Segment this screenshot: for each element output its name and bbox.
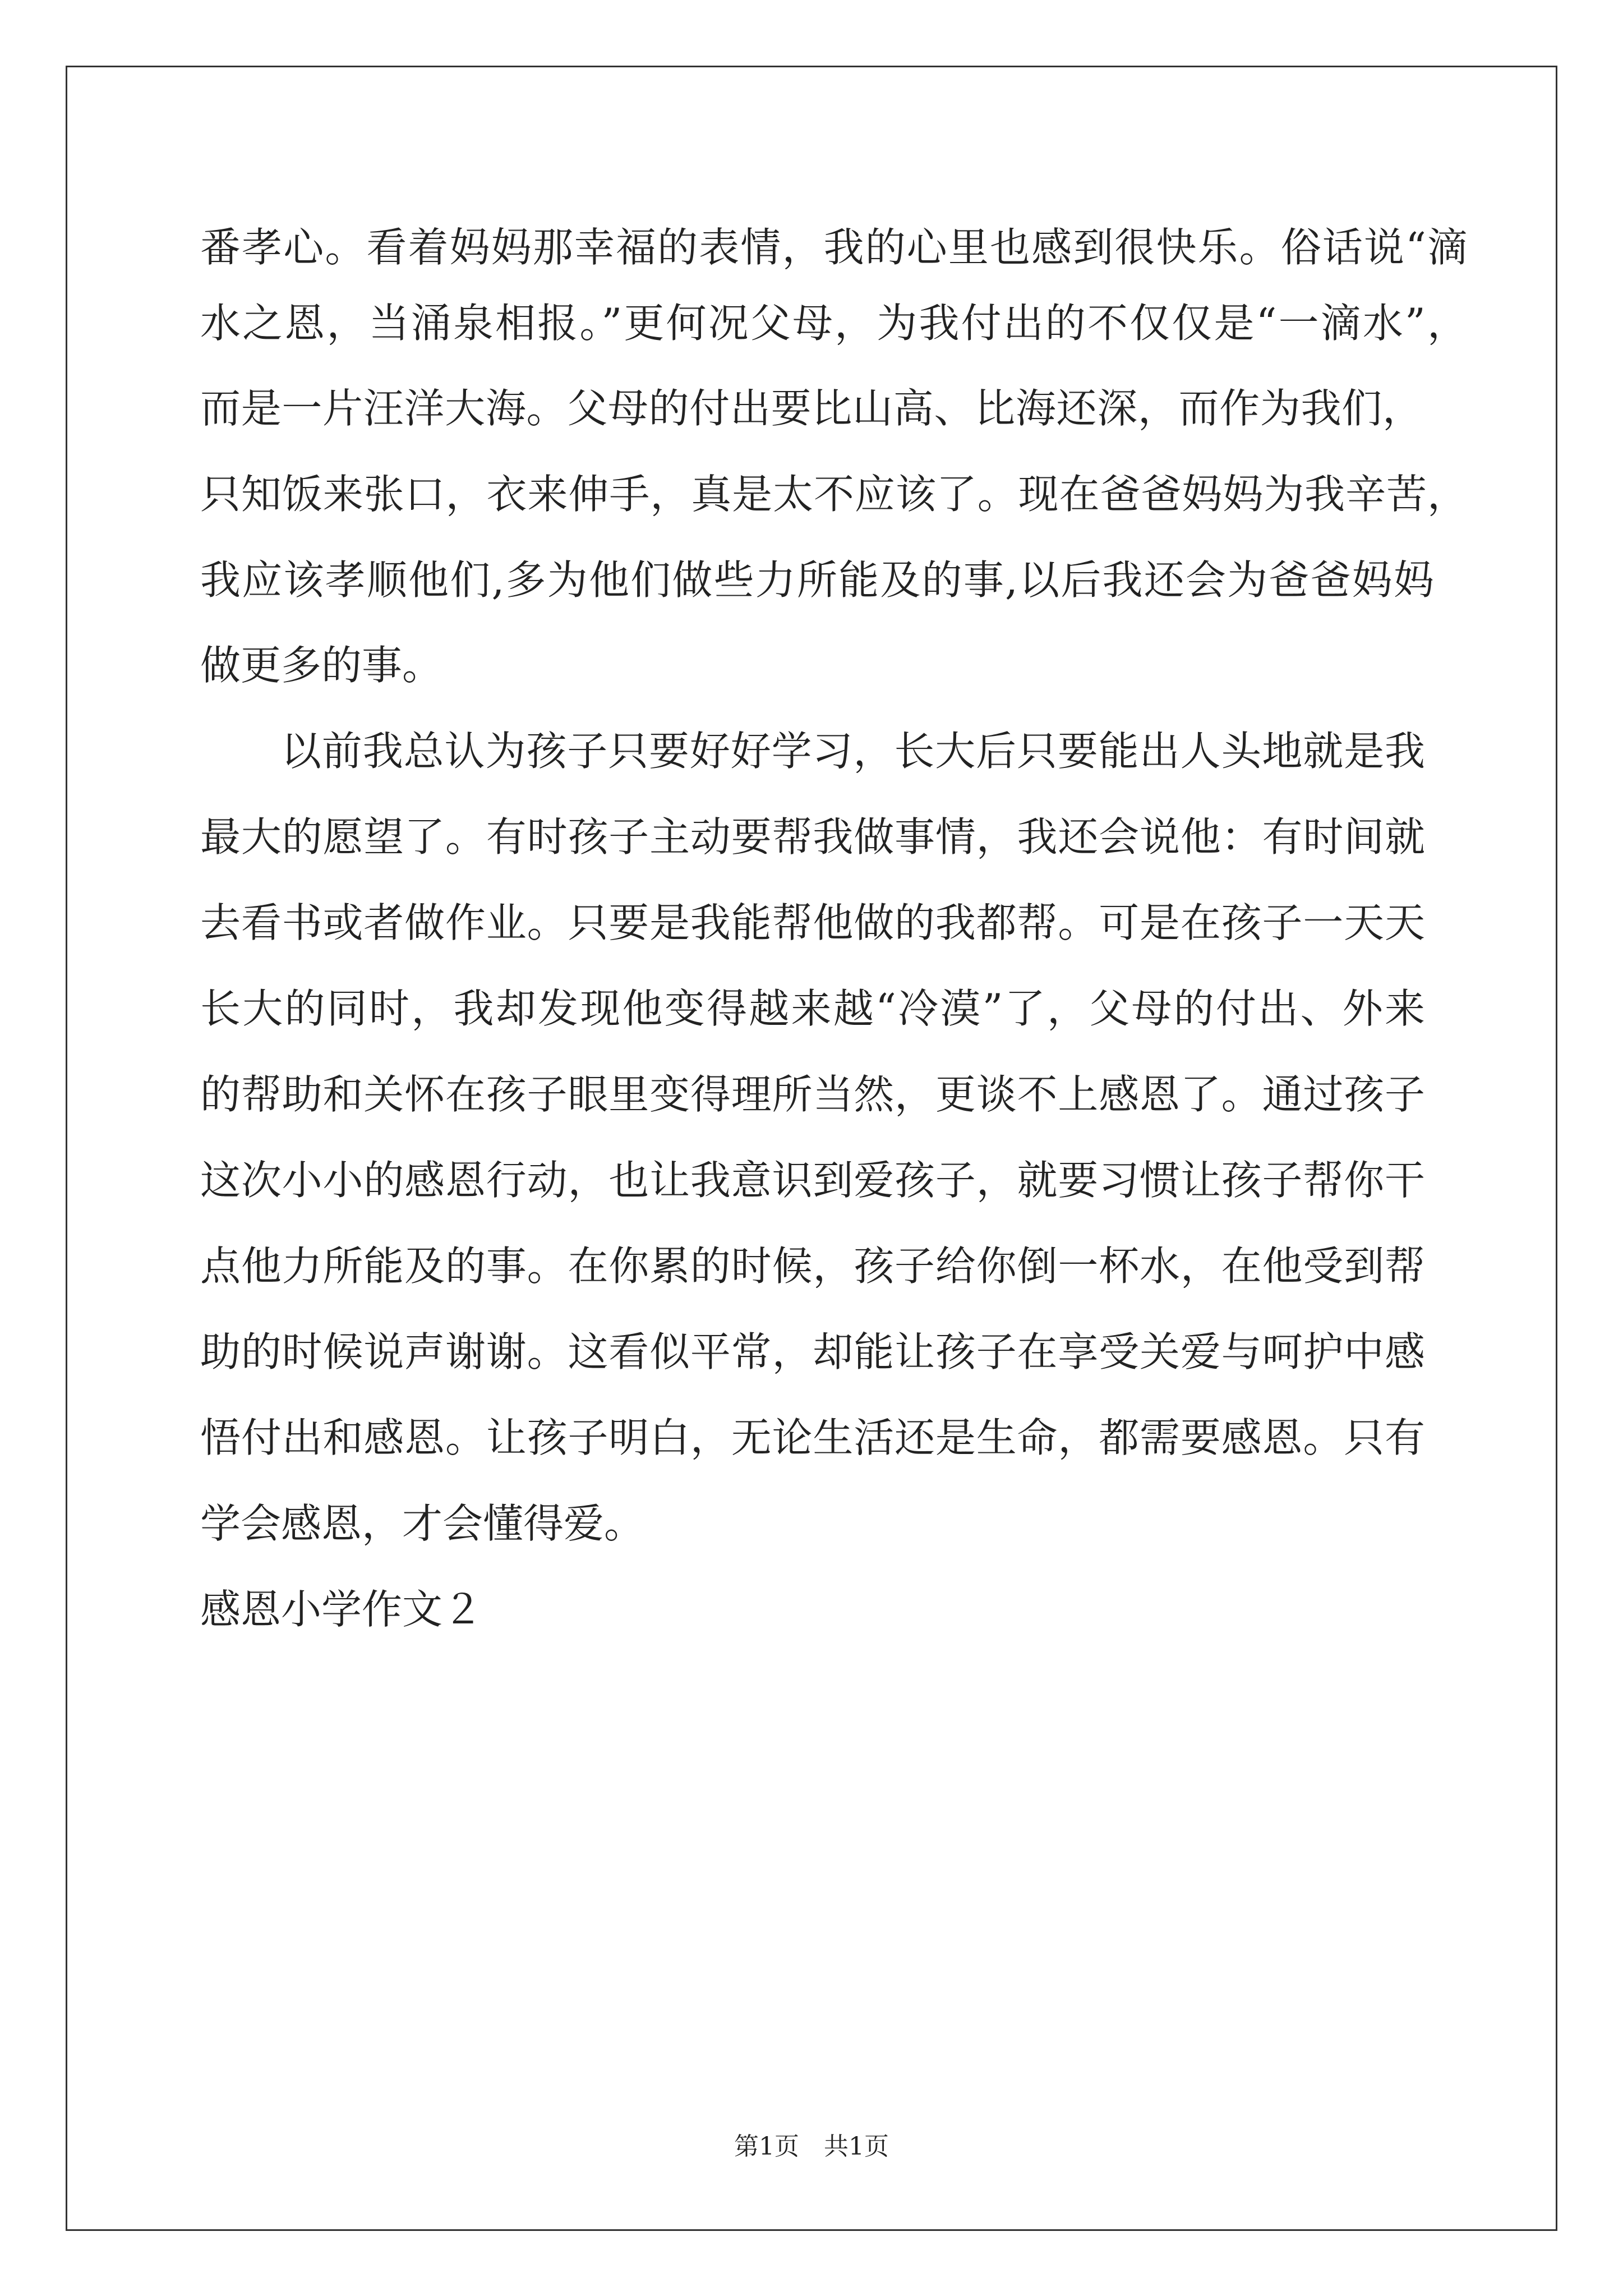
paragraph-1-line-3: 而是一片汪洋大海。父母的付出要比山高、比海还深，而作为我们， [200, 385, 1423, 432]
paragraph-1-line-5: 我应该孝顺他们,多为他们做些力所能及的事,以后我还会为爸爸妈妈 [200, 556, 1434, 604]
paragraph-1-line-2: 水之恩，当涌泉相报。”更何况父母，为我付出的不仅仅是“一滴水”， [200, 300, 1468, 347]
paragraph-1-line-6: 做更多的事。 [200, 642, 443, 689]
page-footer [0, 2126, 1623, 2162]
paragraph-2-line-2: 最大的愿望了。有时孩子主动要帮我做事情，我还会说他：有时间就 [200, 813, 1425, 861]
paragraph-2-line-1: 以前我总认为孩子只要好好学习，长大后只要能出人头地就是我 [281, 728, 1425, 775]
paragraph-1-line-4: 只知饭来张口，衣来伸手，真是太不应该了。现在爸爸妈妈为我辛苦， [200, 471, 1468, 518]
paragraph-2-line-5: 的帮助和关怀在孩子眼里变得理所当然，更谈不上感恩了。通过孩子 [200, 1071, 1425, 1118]
paragraph-2-line-4: 长大的同时，我却发现他变得越来越“冷漠”了，父母的付出、外来 [200, 985, 1425, 1032]
section-heading: 感恩小学作文２ [200, 1586, 483, 1633]
paragraph-2-line-9: 悟付出和感恩。让孩子明白，无论生活还是生命，都需要感恩。只有 [200, 1414, 1425, 1461]
paragraph-2-line-8: 助的时候说声谢谢。这看似平常，却能让孩子在享受关爱与呵护中感 [200, 1328, 1425, 1375]
paragraph-2-line-10: 学会感恩，才会懂得爱。 [200, 1500, 645, 1547]
paragraph-1-line-1: 番孝心。看着妈妈那幸福的表情，我的心里也感到很快乐。俗话说“滴 [200, 224, 1468, 271]
paragraph-2-line-6: 这次小小的感恩行动，也让我意识到爱孩子，就要习惯让孩子帮你干 [200, 1157, 1425, 1204]
paragraph-2-line-7: 点他力所能及的事。在你累的时候，孩子给你倒一杯水，在他受到帮 [200, 1243, 1425, 1290]
paragraph-2-line-3: 去看书或者做作业。只要是我能帮他做的我都帮。可是在孩子一天天 [200, 899, 1425, 946]
page-number-label: 第1页 共1页 [734, 2132, 889, 2161]
